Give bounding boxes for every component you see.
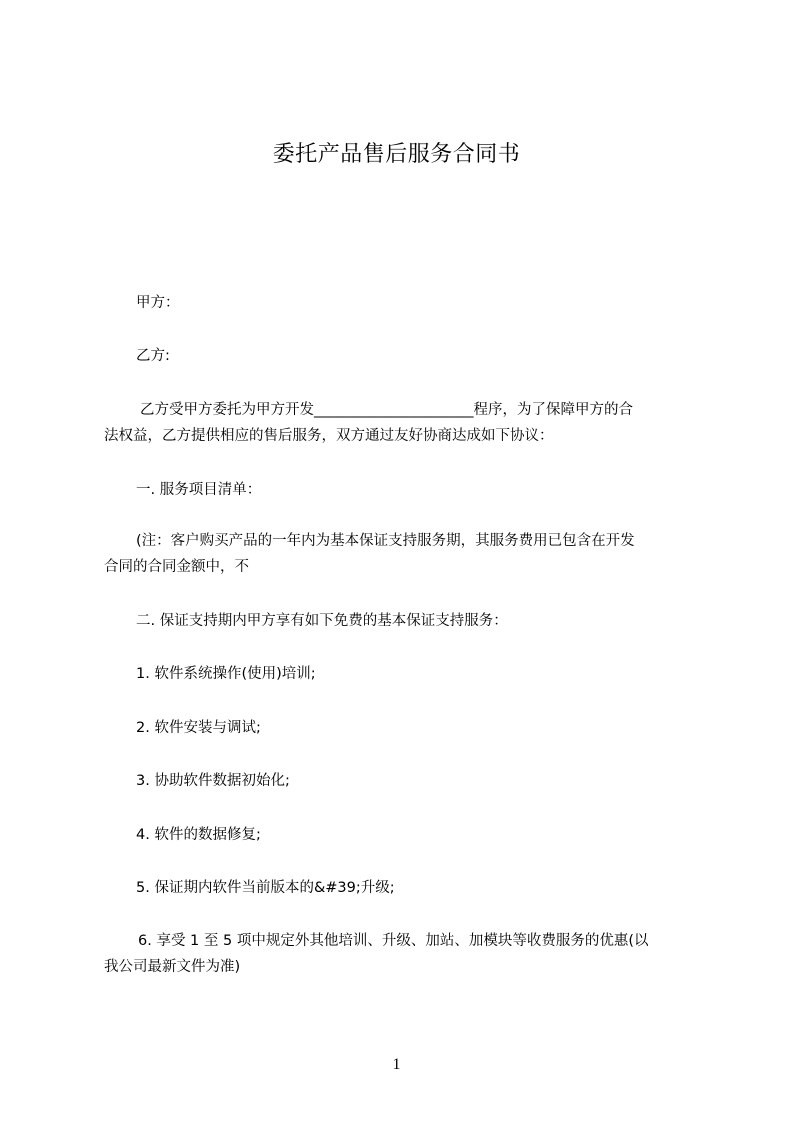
list-item: 1. 软件系统操作(使用)培训; xyxy=(136,666,316,682)
section-2-heading: 二. 保证支持期内甲方享有如下免费的基本保证支持服务： xyxy=(136,613,508,629)
note-line-2: 合同的合同金额中，不 xyxy=(104,559,249,575)
page-number: 1 xyxy=(392,1056,401,1073)
item-6-paragraph xyxy=(104,928,704,980)
intro-line-2: 法权益，乙方提供相应的售后服务，双方通过友好协商达成如下协议： xyxy=(104,428,554,444)
page-title: 委托产品售后服务合同书 xyxy=(272,142,521,167)
intro-paragraph xyxy=(104,397,704,449)
list-item: 2. 软件安装与调试; xyxy=(136,720,261,736)
list-item: 4. 软件的数据修复; xyxy=(136,827,261,843)
item-6-line-1: 6. 享受 1 至 5 项中规定外其他培训、升级、加站、加模块等收费服务的优惠(以 xyxy=(138,933,649,949)
list-item: 3. 协助软件数据初始化; xyxy=(136,773,290,789)
party-a-label: 甲方： xyxy=(136,295,180,311)
list-item: 5. 保证期内软件当前版本的&#39;升级; xyxy=(136,880,395,896)
item-6-line-2: 我公司最新文件为准) xyxy=(104,959,241,975)
intro-line-1: 乙方受甲方委托为甲方开发______________________程序，为了保障甲方的合 xyxy=(140,402,633,418)
section-1-heading: 一. 服务项目清单： xyxy=(136,482,262,498)
party-b-label: 乙方: xyxy=(136,348,170,364)
note-line-1: (注：客户购买产品的一年内为基本保证支持服务期，其服务费用已包含在开发 xyxy=(136,533,635,549)
note-paragraph xyxy=(104,528,704,580)
